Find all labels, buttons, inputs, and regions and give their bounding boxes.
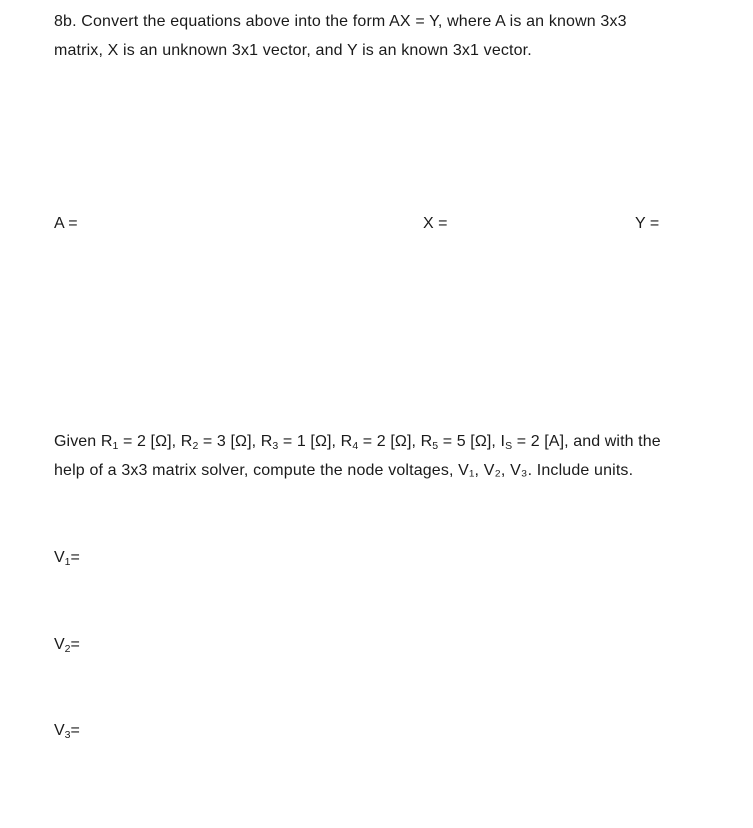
r1-value: = 2 [Ω],	[118, 433, 181, 450]
given-line-2: help of a 3x3 matrix solver, compute the node voltages, V₁, V₂, V₃. Include units.	[54, 462, 634, 479]
is-symbol: I	[500, 433, 506, 450]
r4-subscript: 4	[352, 440, 359, 452]
r3-subscript: 3	[272, 440, 279, 452]
question-8b-line-2: matrix, X is an unknown 3x1 vector, and Y is an known 3x1 vector.	[54, 42, 532, 59]
r4-symbol: R	[340, 433, 353, 450]
r4-value: = 2 [Ω],	[358, 433, 421, 450]
r3-symbol: R	[260, 433, 273, 450]
given-prefix: Given	[54, 433, 101, 450]
v3-subscript: 3	[64, 729, 71, 741]
vector-y-label: Y =	[635, 215, 660, 232]
r1-symbol: R	[100, 433, 113, 450]
r2-symbol: R	[180, 433, 193, 450]
v2-equals: =	[70, 636, 80, 653]
is-value: = 2 [A], and with the	[512, 433, 661, 450]
r3-value: = 1 [Ω],	[278, 433, 341, 450]
v1-subscript: 1	[64, 556, 71, 568]
r2-subscript: 2	[192, 440, 199, 452]
r1-subscript: 1	[112, 440, 119, 452]
r5-symbol: R	[420, 433, 433, 450]
v2-subscript: 2	[64, 643, 71, 655]
r2-value: = 3 [Ω],	[198, 433, 261, 450]
is-subscript: S	[505, 440, 513, 452]
v1-equals: =	[70, 549, 80, 566]
v2-symbol: V	[54, 636, 65, 653]
given-line-1	[54, 432, 661, 452]
v1-symbol: V	[54, 549, 65, 566]
question-8b-line-1: 8b. Convert the equations above into the form AX = Y, where A is an known 3x3	[54, 13, 627, 30]
v2-answer-label	[54, 635, 80, 655]
v3-symbol: V	[54, 722, 65, 739]
r5-value: = 5 [Ω],	[438, 433, 501, 450]
v3-equals: =	[70, 722, 80, 739]
v1-answer-label	[54, 548, 80, 568]
vector-x-label: X =	[423, 215, 448, 232]
r5-subscript: 5	[432, 440, 439, 452]
v3-answer-label	[54, 721, 80, 741]
matrix-a-label: A =	[54, 215, 78, 232]
